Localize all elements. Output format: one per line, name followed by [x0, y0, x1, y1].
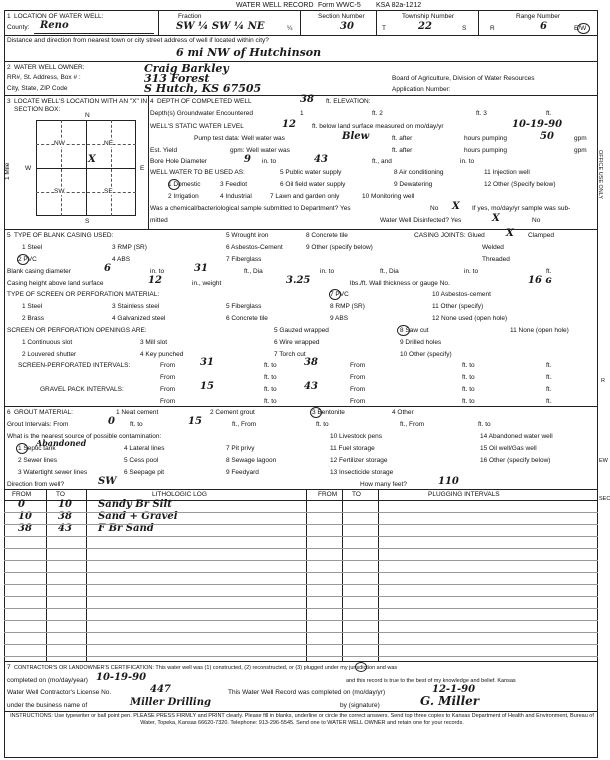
cert-label: CONTRACTOR'S OR LANDOWNER'S CERTIFICATION: This water well was (1) constructed, (2) reconstructed, or (3) plugged under my jurisdiction and was: [14, 665, 398, 671]
sec4-number: 4: [150, 98, 154, 105]
fraction-quarter-mark: ¼: [287, 25, 293, 32]
range-r: R: [490, 25, 495, 32]
direction-label: Direction from well?: [7, 481, 65, 488]
gp-label: GRAVEL PACK INTERVALS:: [40, 386, 124, 393]
use-other[interactable]: 12 Other (Specify below): [484, 181, 556, 188]
bore-ft-and: ft., and: [372, 158, 392, 165]
well-location-mark[interactable]: X: [88, 154, 96, 165]
log-rule-line: [4, 632, 598, 633]
contam-fuel[interactable]: 11 Fuel storage: [330, 445, 375, 452]
groundwater-label: Depth(s) Groundwater Encountered: [150, 110, 253, 117]
blank-dia-label: Blank casing diameter: [7, 268, 71, 275]
use-industrial[interactable]: 4 Industrial: [220, 193, 252, 200]
gp-ft-to: ft. to: [264, 386, 277, 393]
grout-from-value[interactable]: 0: [108, 416, 115, 427]
perf-label: SCREEN OR PERFORATION OPENINGS ARE:: [7, 327, 147, 334]
spi-from-value[interactable]: 31: [200, 357, 214, 368]
sec1-number: 1: [7, 13, 11, 20]
height-weight-label: in., weight: [192, 280, 222, 287]
instructions: INSTRUCTIONS: Use typewriter or ball point pen. PLEASE PRESS FIRMLY and PRINT clearly. Please fill in blanks, underline or circle the correct answers. Send top three copies to Kansas Department of Health and Environment, Bureau of Water, Topeka, Kansas 66620-7320. Telephone: 913-296-5545. Send one to WATER WELL OWNER and retain one for your records.: [10, 713, 594, 726]
log-row-to[interactable]: 38: [58, 511, 72, 522]
log-rule-line: [4, 560, 598, 561]
gp-ft-2: ft.: [546, 398, 552, 405]
screen-fiberglass[interactable]: 5 Fiberglass: [226, 303, 262, 310]
log-rule-line: [4, 608, 598, 609]
mitted-label: mitted: [150, 217, 168, 224]
use-air[interactable]: 8 Air conditioning: [394, 169, 444, 176]
disinfect-no: No: [532, 217, 541, 224]
blank-in-to: in. to: [150, 268, 165, 275]
perf-wire[interactable]: 6 Wire wrapped: [274, 339, 320, 346]
spi-ft-to: ft. to: [264, 362, 277, 369]
contam-seepage[interactable]: 6 Seepage pit: [124, 469, 165, 476]
address-label: RR#, St. Address, Box # :: [7, 74, 81, 81]
spi-from-label: From: [160, 362, 176, 369]
sec7-number: 7: [7, 664, 11, 671]
pump-hours: hours pumping: [464, 135, 507, 142]
city-label: City, State, ZIP Code: [7, 85, 68, 92]
spi-ft-to-2: ft. to: [462, 362, 475, 369]
use-dewatering[interactable]: 9 Dewatering: [394, 181, 433, 188]
sec2-number: 2: [7, 64, 11, 71]
screen-abs[interactable]: 9 ABS: [330, 315, 349, 322]
screen-label: TYPE OF SCREEN OR PERFORATION MATERIAL:: [7, 291, 160, 298]
disinfect-label: Water Well Disinfected? Yes: [380, 217, 462, 224]
saw-cut-circle: [397, 325, 410, 336]
log-header-from: FROM: [12, 491, 32, 498]
compass-s: S: [85, 218, 90, 225]
how-many-label: How many feet?: [360, 481, 407, 488]
screen-other[interactable]: 11 Other (specify): [432, 303, 484, 310]
perf-other[interactable]: 10 Other (specify): [400, 351, 452, 358]
perf-torch[interactable]: 7 Torch cut: [274, 351, 306, 358]
log-row-from[interactable]: 0: [18, 499, 25, 510]
screen-steel[interactable]: 1 Steel: [22, 303, 43, 310]
uses-label: WELL WATER TO BE USED AS:: [150, 169, 245, 176]
blank-to-value[interactable]: 31: [194, 263, 208, 274]
log-rule-line: [4, 536, 598, 537]
form-title: WATER WELL RECORD: [236, 2, 314, 9]
township-s: S: [462, 25, 467, 32]
contam-other[interactable]: 16 Other (specify below): [480, 457, 551, 464]
gauge-value[interactable]: 16 ɢ: [528, 275, 552, 286]
casing-rmp[interactable]: 3 RMP (SR): [112, 244, 147, 251]
log-rule-line: [4, 548, 598, 549]
sample-no-mark[interactable]: X: [452, 201, 460, 212]
perf-drilled[interactable]: 9 Drilled holes: [400, 339, 442, 346]
spi-ft-from-2: From: [350, 374, 366, 381]
log-header-to-2: TO: [352, 491, 361, 498]
fraction-value[interactable]: SW ¼ SW ¼ NE: [176, 21, 265, 32]
casing-pvc[interactable]: 2 PVC: [18, 256, 37, 263]
gp-from-label: From: [160, 386, 176, 393]
compass-e: E: [140, 165, 145, 172]
contam-pit-privy[interactable]: 7 Pit privy: [226, 445, 255, 452]
sample-no: No: [430, 205, 439, 212]
height-label: Casing height above land surface: [7, 280, 104, 287]
pump-label: Pump test data: Well water was: [194, 135, 285, 142]
screen-asbestos[interactable]: 10 Asbestos-cement: [432, 291, 491, 298]
casing-asbestos[interactable]: 6 Asbestos-Cement: [226, 244, 283, 251]
ksa-reference: KSA 82a-1212: [376, 2, 422, 9]
log-row-description[interactable]: F Br Sand: [98, 523, 154, 534]
log-rule-line: [4, 572, 598, 573]
spi-ft-to-4: ft. to: [462, 374, 475, 381]
perf-none[interactable]: 11 None (open hole): [510, 327, 569, 334]
range-ew: E/W: [574, 25, 587, 32]
height-value[interactable]: 12: [148, 275, 162, 286]
completed-value[interactable]: 10-19-90: [96, 672, 147, 683]
cert-rest: and this record is true to the best of my knowledge and belief. Kansas: [346, 678, 516, 684]
log-header-to: TO: [56, 491, 65, 498]
business-value[interactable]: Miller Drilling: [130, 697, 211, 708]
bore-in-to-2: in. to: [460, 158, 475, 165]
use-monitoring[interactable]: 10 Monitoring well: [362, 193, 415, 200]
compass-n: N: [85, 112, 90, 119]
static-label: WELL'S STATIC WATER LEVEL: [150, 123, 244, 130]
perf-saw-cut[interactable]: 8 Saw cut: [400, 327, 429, 334]
sec5-number: 5: [7, 232, 11, 239]
mile-label: 1 Mile: [4, 162, 11, 180]
use-oil-field[interactable]: 6 Oil field water supply: [280, 181, 346, 188]
joints-label: CASING JOINTS: Glued: [414, 232, 485, 239]
sec2-label: WATER WELL OWNER:: [14, 64, 85, 71]
static-date[interactable]: 10-19-90: [512, 119, 563, 130]
bore-label: Bore Hole Diameter: [150, 158, 208, 165]
sec3-number: 3: [7, 98, 11, 105]
record-date[interactable]: 12-1-90: [432, 684, 476, 695]
contam-livestock[interactable]: 10 Livestock pens: [330, 433, 383, 440]
casing-steel[interactable]: 1 Steel: [22, 244, 43, 251]
sample-rest: If yes, mo/day/yr sample was sub-: [472, 205, 571, 212]
grout-neat[interactable]: 1 Neat cement: [116, 409, 159, 416]
contam-label: What is the nearest source of possible contamination:: [7, 433, 162, 440]
blank-in-to-3: in. to: [464, 268, 479, 275]
blank-ft-dia-2: ft., Dia: [380, 268, 399, 275]
joints-glued-mark[interactable]: X: [506, 228, 514, 239]
gp-from-label-2: From: [160, 398, 176, 405]
section-label: Section Number: [318, 13, 365, 20]
casing-wrought[interactable]: 5 Wrought iron: [226, 232, 269, 239]
quadrant-se: SE: [104, 188, 113, 195]
yield-hours: hours pumping: [464, 147, 507, 154]
gp-ft-to-4: ft. to: [462, 398, 475, 405]
bore-depth[interactable]: 43: [314, 154, 328, 165]
log-row-from[interactable]: 10: [18, 511, 32, 522]
screen-pvc[interactable]: 7 PVC: [330, 291, 349, 298]
contam-lagoon[interactable]: 8 Sewage lagoon: [226, 457, 277, 464]
grout-to-value[interactable]: 15: [188, 416, 202, 427]
spi-ft-2: ft.: [546, 374, 552, 381]
sec6-number: 6: [7, 409, 11, 416]
log-rule-line: [4, 584, 598, 585]
grout-ft-to: ft. to: [130, 421, 143, 428]
contam-cess[interactable]: 5 Cess pool: [124, 457, 159, 464]
groundwater-1: 1: [300, 110, 304, 117]
use-public[interactable]: 5 Public water supply: [280, 169, 342, 176]
pump-gpm-value[interactable]: 50: [540, 131, 554, 142]
screen-galvanized[interactable]: 4 Galvanized steel: [112, 315, 166, 322]
gp-to-value[interactable]: 43: [304, 381, 318, 392]
side-mark-sec: SEC: [599, 496, 610, 502]
depth-label: DEPTH OF COMPLETED WELL: [157, 98, 252, 105]
pump-value[interactable]: Blew: [342, 131, 370, 142]
side-mark-r: R: [601, 378, 605, 384]
contam-watertight[interactable]: 3 Watertight sewer lines: [18, 469, 88, 476]
signature-label: by (signature): [340, 702, 380, 709]
pvc-circle: [17, 254, 29, 265]
screen-brass[interactable]: 2 Brass: [22, 315, 45, 322]
completed-label: completed on (mo/day/year): [7, 677, 88, 684]
casing-label: TYPE OF BLANK CASING USED:: [14, 232, 114, 239]
signature[interactable]: G. Miller: [420, 694, 480, 708]
range-value[interactable]: 6: [540, 21, 547, 32]
blank-ft: ft.: [546, 268, 552, 275]
bentonite-circle: [310, 407, 322, 418]
screen-none[interactable]: 12 None used (open hole): [432, 315, 508, 322]
yield-after: ft. after: [392, 147, 413, 154]
spi-ft-to-3: ft. to: [264, 374, 277, 381]
fraction-label: Fraction: [178, 13, 202, 20]
township-t: T: [382, 25, 386, 32]
owner-city[interactable]: S Hutch, KS 67505: [144, 82, 262, 95]
contam-lateral[interactable]: 4 Lateral lines: [124, 445, 165, 452]
range-label: Range Number: [516, 13, 561, 20]
log-rule-line: [4, 596, 598, 597]
screen-pvc-circle: [329, 289, 341, 300]
sec1-label: LOCATION OF WATER WELL:: [14, 13, 104, 20]
constructed-circle: [355, 662, 367, 672]
contam-fertilizer[interactable]: 12 Fertilizer storage: [330, 457, 388, 464]
joints-threaded: Threaded: [482, 256, 510, 263]
spi-to-value[interactable]: 38: [304, 357, 318, 368]
grout-other[interactable]: 4 Other: [392, 409, 414, 416]
spi-ft-from: From: [350, 362, 366, 369]
use-irrigation[interactable]: 2 Irrigation: [168, 193, 199, 200]
gp-ft: ft.: [546, 386, 552, 393]
application-label: Application Number:: [392, 86, 451, 93]
side-mark-ew: EW: [599, 458, 608, 464]
record-label: This Water Well Record was completed on (mo/day/yr): [228, 689, 386, 696]
form-number: Form WWC-5: [318, 2, 361, 9]
license-label: Water Well Contractor's License No.: [7, 689, 112, 696]
gp-ft-from-2: From: [350, 398, 366, 405]
bore-diameter[interactable]: 9: [244, 154, 251, 165]
screen-concrete[interactable]: 6 Concrete tile: [226, 315, 268, 322]
yield-label: Est. Yield: [150, 147, 178, 154]
grout-bentonite[interactable]: 3 Bentonite: [312, 409, 345, 416]
gp-ft-to-3: ft. to: [264, 398, 277, 405]
grout-cement[interactable]: 2 Cement grout: [210, 409, 255, 416]
screen-rmp[interactable]: 8 RMP (SR): [330, 303, 365, 310]
casing-abs[interactable]: 4 ABS: [112, 256, 131, 263]
gp-ft-from: From: [350, 386, 366, 393]
log-rule-line: [4, 644, 598, 645]
license-value[interactable]: 447: [150, 684, 171, 695]
compass-w: W: [25, 165, 32, 172]
disinfect-yes-mark[interactable]: X: [492, 213, 500, 224]
grout-label: GROUT MATERIAL:: [14, 409, 73, 416]
bore-in-to: in. to: [262, 158, 277, 165]
owner-name[interactable]: Craig Barkley: [144, 62, 229, 75]
sec3-label: LOCATE WELL'S LOCATION WITH AN "X" IN SECTION BOX:: [14, 98, 148, 113]
perf-mill-slot[interactable]: 3 Mill slot: [140, 339, 168, 346]
septic-circle: [16, 443, 28, 454]
log-rule-line: [4, 656, 598, 657]
screen-stainless[interactable]: 3 Stainless steel: [112, 303, 160, 310]
grout-ft-from-2: ft., From: [400, 421, 425, 428]
distance-value[interactable]: 6 mi NW of Hutchinson: [176, 46, 322, 59]
depth-value[interactable]: 38: [300, 94, 314, 105]
joints-clamped: Clamped: [528, 232, 555, 239]
perf-continuous[interactable]: 1 Continuous slot: [22, 339, 73, 346]
county-label: County:: [7, 24, 30, 31]
township-value[interactable]: 22: [418, 21, 432, 32]
quadrant-sw: SW: [54, 188, 65, 195]
weight-value[interactable]: 3.25: [286, 275, 311, 286]
log-row-description[interactable]: Sandy Br Silt: [98, 499, 172, 510]
groundwater-3: ft. 3: [476, 110, 487, 117]
perf-gauzed[interactable]: 5 Gauzed wrapped: [274, 327, 329, 334]
groundwater-ft: ft.: [546, 110, 552, 117]
office-use-label: OFFICE USE ONLY: [597, 150, 603, 200]
static-value[interactable]: 12: [282, 119, 296, 130]
log-row-description[interactable]: Sand + Gravel: [98, 511, 178, 522]
elevation-label: ft. ELEVATION:: [326, 98, 371, 105]
log-rule-line: [4, 524, 598, 525]
contam-sewer[interactable]: 2 Sewer lines: [18, 457, 58, 464]
log-row-from[interactable]: 38: [18, 523, 32, 534]
board-label: Board of Agriculture, Division of Water Resources: [392, 75, 535, 82]
owner-address[interactable]: 313 Forest: [144, 72, 210, 85]
pump-gpm-unit: gpm: [574, 135, 587, 142]
log-header-plugging: PLUGGING INTERVALS: [428, 491, 500, 498]
log-header-lithologic: LITHOLOGIC LOG: [152, 491, 207, 498]
grout-int-label: Grout Intervals: From: [7, 421, 69, 428]
gp-ft-to-2: ft. to: [462, 386, 475, 393]
contam-abandoned-well[interactable]: 14 Abandoned water well: [480, 433, 553, 440]
business-label: under the business name of: [7, 702, 88, 709]
log-row-to[interactable]: 10: [58, 499, 72, 510]
use-domestic[interactable]: 1 Domestic: [168, 181, 201, 188]
casing-concrete[interactable]: 8 Concrete tile: [306, 232, 348, 239]
spi-ft: ft.: [546, 362, 552, 369]
casing-other[interactable]: 9 Other (specify below): [306, 244, 373, 251]
log-row-to[interactable]: 43: [58, 523, 72, 534]
use-injection[interactable]: 11 Injection well: [484, 169, 530, 176]
quadrant-ne: NE: [104, 140, 114, 147]
contam-septic[interactable]: 1 Septic tank: [18, 445, 56, 452]
casing-fiberglass[interactable]: 7 Fiberglass: [226, 256, 262, 263]
domestic-circle: [168, 179, 180, 190]
sample-label: Was a chemical/bacteriological sample submitted to Department? Yes: [150, 205, 351, 212]
quadrant-nw: NW: [54, 140, 65, 147]
blank-dia-value[interactable]: 6: [104, 263, 111, 274]
spi-from-label-2: From: [160, 374, 176, 381]
township-label: Township Number: [402, 13, 455, 20]
grout-ft-from: ft., From: [232, 421, 257, 428]
yield-gpm: gpm: Well water was: [230, 147, 290, 154]
spi-label: SCREEN-PERFORATED INTERVALS:: [18, 362, 131, 369]
abandoned-note[interactable]: Abandoned: [36, 438, 87, 448]
perf-key-punched[interactable]: 4 Key punched: [140, 351, 184, 358]
section-value[interactable]: 30: [340, 21, 354, 32]
use-feedlot[interactable]: 3 Feedlot: [220, 181, 248, 188]
gauge-label: lbs./ft. Wall thickness or gauge No.: [350, 280, 450, 287]
log-rule-line: [4, 620, 598, 621]
static-rest: ft. below land surface measured on mo/day/yr: [312, 123, 444, 130]
contam-feedyard[interactable]: 9 Feedyard: [226, 469, 259, 476]
contam-insecticide[interactable]: 13 Insecticide storage: [330, 469, 394, 476]
use-lawn[interactable]: 7 Lawn and garden only: [270, 193, 340, 200]
county-value[interactable]: Reno: [40, 20, 69, 31]
how-many-value[interactable]: 110: [438, 476, 459, 487]
log-rule-line: [4, 512, 598, 513]
contam-oil-gas[interactable]: 15 Oil well/Gas well: [480, 445, 537, 452]
grout-ft-to-3: ft. to: [478, 421, 491, 428]
gp-from-value[interactable]: 15: [200, 381, 214, 392]
groundwater-2: ft. 2: [372, 110, 383, 117]
joints-welded: Welded: [482, 244, 504, 251]
perf-louvered[interactable]: 2 Louvered shutter: [22, 351, 77, 358]
blank-in-to-2: in. to: [320, 268, 335, 275]
yield-gpm-unit: gpm: [574, 147, 587, 154]
direction-value[interactable]: SW: [98, 476, 117, 487]
blank-ft-dia: ft., Dia: [244, 268, 263, 275]
log-header-from-2: FROM: [318, 491, 338, 498]
pump-after: ft. after: [392, 135, 413, 142]
distance-label: Distance and direction from nearest town or city street address of well if located within city?: [7, 37, 269, 44]
grout-ft-to-2: ft. to: [316, 421, 329, 428]
